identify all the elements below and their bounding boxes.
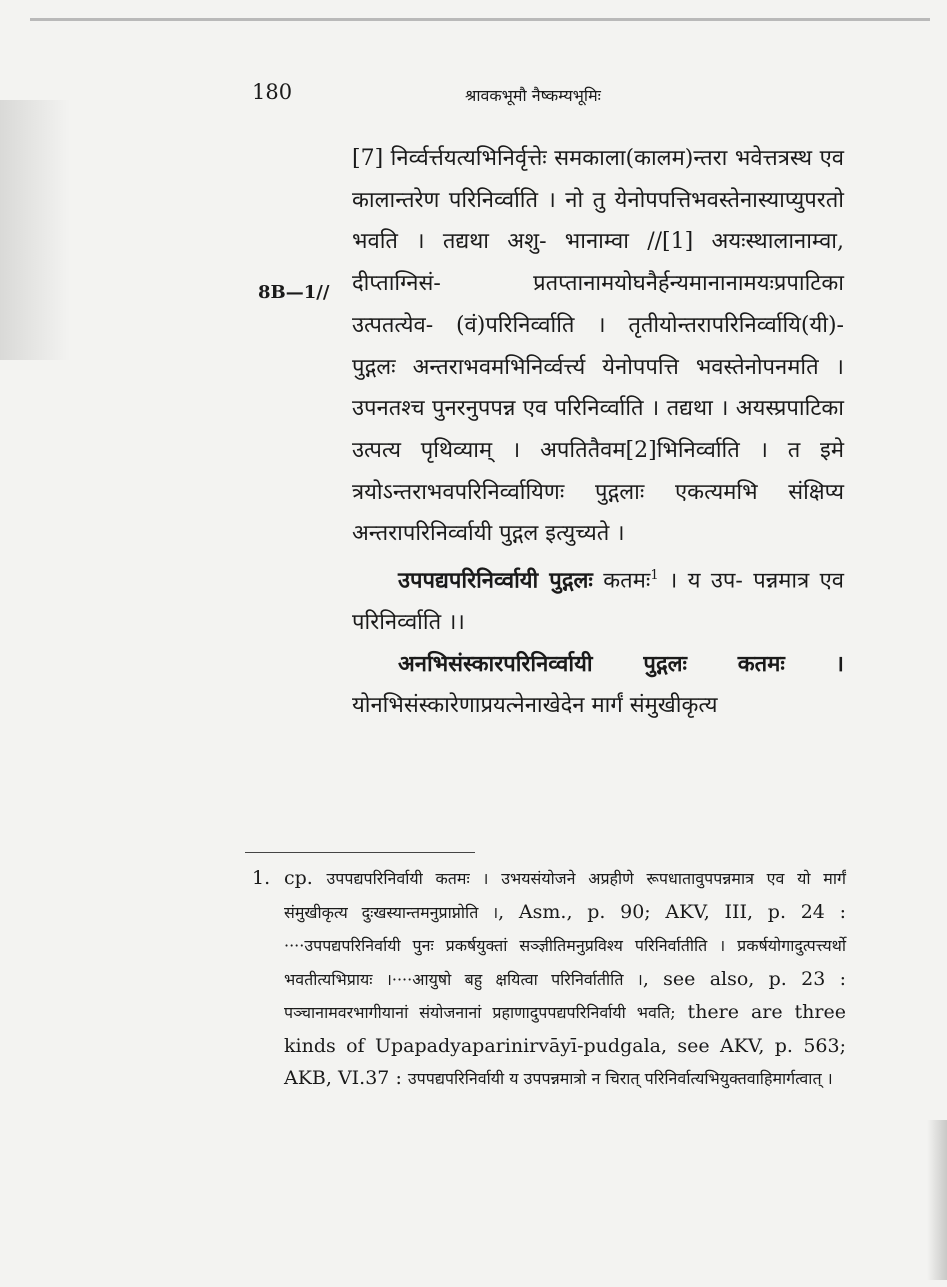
footnote-block <box>252 862 846 1096</box>
running-title: श्रावकभूमौ नैष्कम्यभूमिः <box>465 86 601 105</box>
paragraph-2-text-a: कतमः <box>592 568 651 594</box>
page-number: 180 <box>252 80 293 104</box>
scan-shadow-left <box>0 100 70 360</box>
paragraph-3-text: योनभिसंस्कारेणाप्रयत्नेनाखेदेन मार्गं संमुखीकृत्य <box>352 693 718 719</box>
fn-part-8: उपपद्यपरिनिर्वायी य उपपन्नमात्रो न चिरात् परिनिर्वात्यभियुक्तवाहिमार्गत्वात् । <box>407 1069 833 1088</box>
main-text <box>352 138 844 727</box>
fn-part-5: , see also, p. 23 : <box>642 967 846 990</box>
paragraph-2-heading: उपपद्यपरिनिर्व्वायी पुद्गलः <box>398 567 593 594</box>
footnote-text <box>284 862 846 1096</box>
fn-part-3: , Asm., p. 90; AKV, III, p. 24 : <box>498 900 847 923</box>
paragraph-2 <box>352 555 844 644</box>
fn-part-7: there are three kinds of Upapadyaparinirvāyī-pudgala, see AKV, p. 563; AKB, VI.37 : <box>284 1001 846 1089</box>
footnote-ref-1[interactable]: 1 <box>650 568 659 584</box>
paragraph-3-heading: अनभिसंस्कारपरिनिर्व्वायी पुद्गलः कतमः । <box>398 650 844 677</box>
fn-part-2: उपपद्यपरिनिर्वायी कतमः । उभयसंयोजने अप्रहीणे रूपधातावुपपन्नमात्र एव यो मार्गं संमुखीकृत्य दुःखस्यान्तमनुप्राप्नोति । <box>284 869 846 922</box>
paragraph-1: [7] निर्व्वर्त्तयत्यभिनिर्वृत्तेः समकाला(कालम)न्तरा भवेत्तत्रस्थ एव कालान्तरेण परिनिर्व्वाति । नो तु येनोपपत्तिभवस्तेनास्याप्युपरतो भवति । तद्यथा अशु- भानाम्वा //[1] अयःस्थालानाम्वा, दीप्ताग्निसं- प्रतप्तानामयोघनैर्हन्यमानानामयःप्रपाटिका उत्पतत्येव- (वं)परिनिर्व्वाति । तृतीयोन्तरापरिनिर्व्वायि(यी)- पुद्गलः अन्तराभवमभिनिर्व्वर्त्त्य येनोपपत्ति भवस्तेनोपनमति । उपनतश्च पुनरनुपपन्न एव परिनिर्व्वाति । तद्यथा । अयस्प्रपाटिका उत्पत्य पृथिव्याम् । अपतितैवम[2]भिनिर्व्वाति । त इमे त्रयोऽन्तराभवपरिनिर्व्वायिणः पुद्गलाः एकत्यमभि संक्षिप्य अन्तरापरिनिर्व्वायी पुद्गल इत्युच्यते । <box>352 146 844 547</box>
footnote-number: 1. <box>252 867 271 889</box>
fn-part-4: ····उपपद्यपरिनिर्वायी पुनः प्रकर्षयुक्तां सञ्ज्ञीतिमनुप्रविश्य परिनिर्वातीति । प्रकर्षयोगादुत्पत्त्यर्थो भवतीत्यभिप्रायः ।····आयुषो बहु क्षयित्वा परिनिर्वातीति । <box>284 936 846 989</box>
fn-part-1: cp. <box>284 867 327 889</box>
paragraph-3 <box>352 644 844 727</box>
footnote-rule <box>245 852 475 853</box>
footnote-1 <box>252 862 846 1096</box>
margin-folio-marker: 8B—1// <box>258 282 330 303</box>
scan-shadow-right <box>927 1120 947 1280</box>
fn-part-6: पञ्चानामवरभागीयानां संयोजनानां प्रहाणादुपपद्यपरिनिर्वायी भवति; <box>284 1003 676 1022</box>
paragraph-2-text-b: । य उप- पन्नमात्र एव परिनिर्व्वाति ।। <box>352 568 845 636</box>
scan-top-edge <box>30 18 930 21</box>
